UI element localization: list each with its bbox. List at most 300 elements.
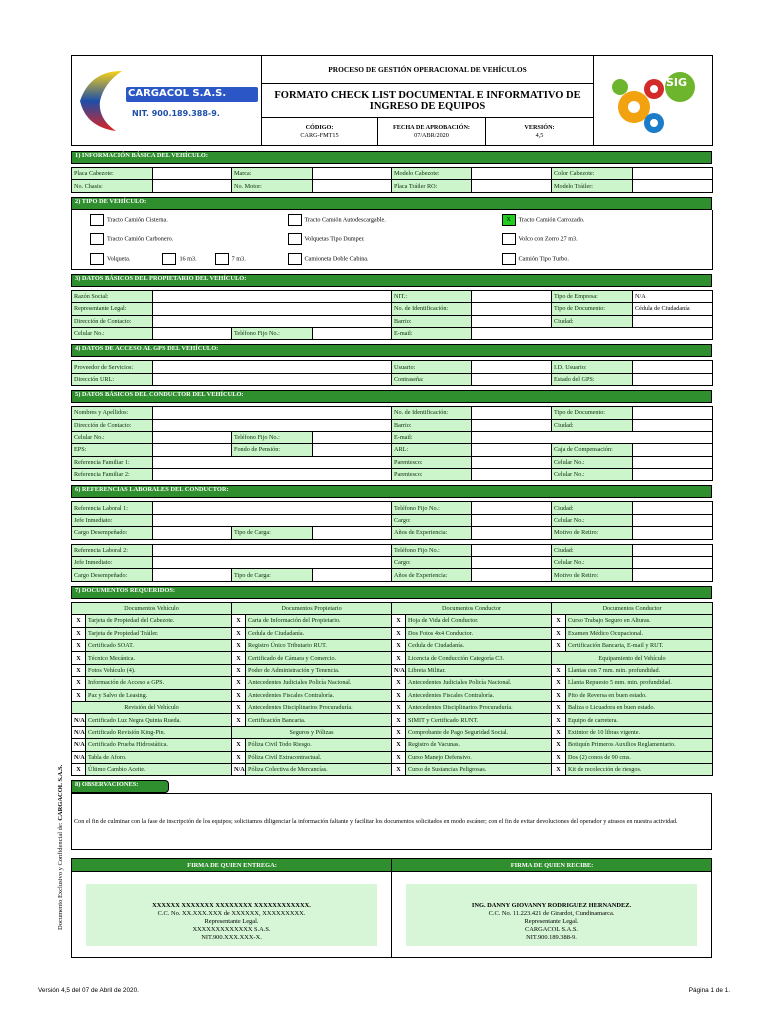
opt-label: Tracto Camión Carrozado.: [518, 216, 585, 224]
label-celular: Celular No.:: [552, 557, 633, 569]
doc-item-label: Antecedentes Judiciales Policía Nacional.: [406, 677, 552, 689]
input-cargo[interactable]: [472, 557, 552, 569]
opt-carbonero[interactable]: [72, 230, 286, 250]
label-usuario: Usuario:: [392, 361, 472, 373]
label-celular: Celular No.:: [552, 469, 633, 481]
doc-check-mark[interactable]: X: [552, 739, 566, 751]
checkbox[interactable]: [90, 233, 104, 245]
doc-item-label: Equipo de carretera.: [566, 714, 713, 726]
opt-dumper[interactable]: [286, 230, 500, 250]
label-direccion: Dirección de Contacto:: [72, 315, 153, 327]
input-caja[interactable]: [633, 444, 713, 456]
doc-subheader: Revisión del Vehículo: [72, 701, 232, 713]
label-razon-social: Razón Social:: [72, 290, 153, 302]
label-motor: No. Motor:: [232, 180, 313, 192]
doc-row: [72, 714, 713, 726]
input-celular[interactable]: [153, 431, 232, 443]
doc-check-mark[interactable]: X: [392, 677, 406, 689]
label-telefono: Teléfono Fijo No.:: [392, 502, 472, 514]
doc-item-label: Información de Acceso a GPS.: [86, 677, 232, 689]
input-placa-cabezote[interactable]: [153, 168, 232, 180]
doc-column-header: Documentos Conductor: [392, 602, 552, 614]
label-motivo-retiro: Motivo de Retiro:: [552, 569, 633, 581]
doc-check-mark[interactable]: X: [232, 664, 246, 676]
label-arl: ARL:: [392, 444, 472, 456]
input-ref-familiar-1[interactable]: [153, 456, 392, 468]
doc-item-label: Fotos Vehículo (4).: [86, 664, 232, 676]
label-ciudad: Ciudad:: [552, 315, 633, 327]
documents-table: [71, 602, 713, 776]
label-ciudad: Ciudad:: [552, 502, 633, 514]
doc-item-label: Llantas con 7 mm. min. profundidad.: [566, 664, 713, 676]
label-caja: Caja de Compensación:: [552, 444, 633, 456]
doc-check-mark[interactable]: X: [552, 763, 566, 775]
doc-check-mark[interactable]: X: [392, 652, 406, 664]
input-ciudad[interactable]: [633, 544, 713, 556]
owner-table: [71, 290, 713, 341]
doc-check-mark[interactable]: X: [232, 751, 246, 763]
firma-entrega-company: XXXXXXXXXXXXX S.A.S.: [192, 925, 271, 933]
firma-recibe-nit: NIT.900.189.388-9.: [526, 933, 577, 941]
input-motivo-retiro[interactable]: [633, 569, 713, 581]
doc-check-mark[interactable]: X: [552, 751, 566, 763]
label-ref-familiar-1: Referencia Familiar 1:: [72, 456, 153, 468]
opt-autodescargable[interactable]: [286, 210, 500, 230]
label-barrio: Barrio:: [392, 315, 472, 327]
doc-check-mark[interactable]: X: [232, 627, 246, 639]
label-motivo-retiro: Motivo de Retiro:: [552, 527, 633, 539]
label-parentesco: Parentesco:: [392, 469, 472, 481]
doc-item-label: Último Cambio Aceite.: [86, 763, 232, 775]
input-ref-familiar-2[interactable]: [153, 469, 392, 481]
doc-item-label: Libreta Militar.: [406, 664, 552, 676]
input-nit[interactable]: [472, 290, 552, 302]
doc-check-mark[interactable]: N/A: [72, 726, 86, 738]
input-usuario[interactable]: [472, 361, 552, 373]
firma-entrega-cc: C.C. No. XX.XXX.XXX de XXXXXX, XXXXXXXXX.: [157, 909, 306, 917]
label-cargo-desempenado: Cargo Desempeñado:: [72, 569, 153, 581]
doc-check-mark[interactable]: X: [552, 677, 566, 689]
input-tipo-empresa[interactable]: N/A: [633, 290, 713, 302]
doc-item-label: Registro de Vacunas.: [406, 739, 552, 751]
form-title: FORMATO CHECK LIST DOCUMENTAL E INFORMATIVO DE INGRESO DE EQUIPOS: [262, 84, 594, 118]
label-nit: NIT.:: [392, 290, 472, 302]
section-3-title: 3) DATOS BÁSICOS DEL PROPIETARIO DEL VEHÍCULO:: [71, 274, 712, 287]
doc-item-label: Curso Manejo Defensivo.: [406, 751, 552, 763]
label-url: Dirección URL:: [72, 373, 153, 385]
doc-check-mark[interactable]: X: [72, 763, 86, 775]
input-identificacion[interactable]: [472, 303, 552, 315]
doc-check-mark[interactable]: X: [392, 627, 406, 639]
opt-label: Camioneta Doble Cabina.: [304, 255, 369, 263]
input-url[interactable]: [153, 373, 392, 385]
firma-recibe-company: CARGACOL S.A.S.: [524, 925, 579, 933]
doc-item-label: Paz y Salvo de Leasing.: [86, 689, 232, 701]
doc-row: [72, 664, 713, 676]
input-barrio[interactable]: [472, 419, 552, 431]
firma-entrega-sign-area[interactable]: [86, 884, 377, 946]
label-cargo: Cargo:: [392, 514, 472, 526]
doc-subheader: Seguros y Pólizas: [232, 726, 392, 738]
label-id-usuario: I.D. Usuario:: [552, 361, 633, 373]
input-telefono[interactable]: [472, 544, 552, 556]
section-7-title: 7) DOCUMENTOS REQUERIDOS:: [71, 586, 712, 599]
sig-gears-icon: [596, 57, 708, 143]
label-anos-experiencia: Años de Experiencia:: [392, 569, 472, 581]
doc-item-label: Certificación Bancaria, E-mail y RUT.: [566, 639, 713, 651]
doc-check-mark[interactable]: X: [552, 714, 566, 726]
label-color-cabezote: Color Cabezote:: [552, 168, 633, 180]
label-proveedor: Proveedor de Servicios:: [72, 361, 153, 373]
checkbox[interactable]: [90, 253, 104, 265]
doc-check-mark[interactable]: X: [552, 689, 566, 701]
label-parentesco: Parentesco:: [392, 456, 472, 468]
label-cargo-desempenado: Cargo Desempeñado:: [72, 527, 153, 539]
doc-check-mark[interactable]: X: [72, 639, 86, 651]
doc-row: [72, 639, 713, 651]
doc-check-mark[interactable]: X: [232, 701, 246, 713]
firma-entrega-box[interactable]: [72, 872, 392, 958]
firma-recibe-name: ING. DANNY GIOVANNY RODRIGUEZ HERNANDEZ.: [471, 901, 632, 909]
codigo-value: CARG-FMT15: [300, 131, 339, 139]
doc-check-mark[interactable]: X: [72, 677, 86, 689]
doc-check-mark[interactable]: X: [232, 714, 246, 726]
label-direccion: Dirección de Contacto:: [72, 419, 153, 431]
doc-row: [72, 627, 713, 639]
input-cargo-desempenado[interactable]: [153, 527, 232, 539]
checkbox[interactable]: [288, 253, 302, 265]
logo-name: CARGACOL S.A.S.: [128, 88, 227, 99]
label-estado-gps: Estado del GPS:: [552, 373, 633, 385]
input-identificacion[interactable]: [472, 407, 552, 419]
doc-item-label: Pito de Reversa en buen estado.: [566, 689, 713, 701]
input-email[interactable]: [472, 431, 713, 443]
codigo-cell: [262, 118, 378, 146]
firma-recibe-title: FIRMA DE QUIEN RECIBE:: [392, 859, 712, 872]
input-anos-experiencia[interactable]: [472, 569, 552, 581]
input-color-cabezote[interactable]: [633, 168, 713, 180]
firma-entrega-name: XXXXXX XXXXXXX XXXXXXXX XXXXXXXXXXXX.: [152, 901, 311, 909]
input-barrio[interactable]: [472, 315, 552, 327]
doc-check-mark[interactable]: X: [72, 615, 86, 627]
confidential-side-text: [57, 730, 64, 930]
doc-subheader: Equipamiento del Vehículo: [552, 652, 713, 664]
vehicle-type-table: [71, 210, 713, 270]
doc-check-mark[interactable]: X: [552, 639, 566, 651]
doc-item-label: Curso de Sustancias Peligrosas.: [406, 763, 552, 775]
input-telefono[interactable]: [313, 327, 392, 339]
doc-column-header: Documentos Conductor: [552, 602, 713, 614]
form-page: [71, 55, 712, 958]
doc-check-mark[interactable]: X: [232, 652, 246, 664]
doc-row: [72, 726, 713, 738]
doc-check-mark[interactable]: X: [232, 689, 246, 701]
checkbox[interactable]: [502, 253, 516, 265]
input-email[interactable]: [472, 327, 713, 339]
sig-logo-cell: [594, 56, 713, 146]
checkbox-checked[interactable]: X: [502, 214, 516, 226]
input-arl[interactable]: [472, 444, 552, 456]
checkbox[interactable]: [502, 233, 516, 245]
checkbox[interactable]: [90, 214, 104, 226]
input-ref-laboral-2[interactable]: [153, 544, 392, 556]
input-telefono[interactable]: [313, 431, 392, 443]
firma-entrega-title: FIRMA DE QUIEN ENTREGA:: [72, 859, 392, 872]
label-cargo: Cargo:: [392, 557, 472, 569]
doc-item-label: Tarjeta de Propiedad del Cabezote.: [86, 615, 232, 627]
label-tipo-documento: Tipo de Documento:: [552, 407, 633, 419]
doc-check-mark[interactable]: X: [552, 726, 566, 738]
input-telefono[interactable]: [472, 502, 552, 514]
label-email: E-mail:: [392, 431, 472, 443]
section-4-title: 4) DATOS DE ACCESO AL GPS DEL VEHÍCULO:: [71, 344, 712, 357]
label-placa-cabezote: Placa Cabezote:: [72, 168, 153, 180]
input-razon-social[interactable]: [153, 290, 392, 302]
opt-carrozado[interactable]: [500, 210, 713, 230]
label-identificacion: No. de Identificación:: [392, 303, 472, 315]
doc-check-mark[interactable]: X: [72, 689, 86, 701]
label-jefe: Jefe Inmediato:: [72, 514, 153, 526]
firma-recibe-cc: C.C. No. 11.223.421 de Girardot, Cundinamarca.: [488, 909, 615, 917]
firma-recibe-role: Representante Legal.: [524, 917, 579, 925]
opt-cisterna[interactable]: [72, 210, 286, 230]
input-parentesco[interactable]: [472, 469, 552, 481]
doc-check-mark[interactable]: X: [232, 739, 246, 751]
doc-check-mark[interactable]: X: [232, 677, 246, 689]
footer-page: Página 1 de 1.: [688, 987, 730, 994]
section-2-title: 2) TIPO DE VEHÍCULO:: [71, 197, 712, 210]
input-tipo-carga[interactable]: [313, 527, 392, 539]
doc-row: [72, 677, 713, 689]
doc-item-label: Antecedentes Disciplinarios Procuraduría.: [246, 701, 392, 713]
opt-label: Volquetas Tipo Dumper.: [304, 235, 365, 243]
input-ciudad[interactable]: [633, 502, 713, 514]
doc-item-label: Tarjeta de Propiedad Tráiler.: [86, 627, 232, 639]
doc-check-mark[interactable]: X: [392, 726, 406, 738]
doc-item-label: Baliza o Licuadora en buen estado.: [566, 701, 713, 713]
label-eps: EPS:: [72, 444, 153, 456]
doc-check-mark[interactable]: X: [552, 627, 566, 639]
checkbox[interactable]: [162, 253, 176, 265]
observations-table: [71, 793, 712, 850]
doc-item-label: Técnico Mecánica.: [86, 652, 232, 664]
label-contrasena: Contraseña:: [392, 373, 472, 385]
label-rep-legal: Representante Legal:: [72, 303, 153, 315]
label-placa-trailer: Placa Tráiler RO:: [392, 180, 472, 192]
input-ciudad[interactable]: [633, 419, 713, 431]
codigo-label: CÓDIGO:: [305, 123, 334, 131]
doc-item-label: SIMIT y Certificado RUNT.: [406, 714, 552, 726]
label-tipo-empresa: Tipo de Empresa:: [552, 290, 633, 302]
doc-item-label: Hoja de Vida del Conductor.: [406, 615, 552, 627]
doc-item-label: Licencia de Conducción Categoría C3.: [406, 652, 552, 664]
input-jefe[interactable]: [153, 514, 392, 526]
input-tipo-carga[interactable]: [313, 569, 392, 581]
input-tipo-documento[interactable]: Cédula de Ciudadanía: [633, 303, 713, 315]
doc-item-label: Póliza Civil Extracontractual.: [246, 751, 392, 763]
input-estado-gps[interactable]: [633, 373, 713, 385]
header-table: [71, 55, 713, 146]
doc-check-mark[interactable]: X: [392, 714, 406, 726]
label-marca: Marca:: [232, 168, 313, 180]
label-modelo-cabezote: Modelo Cabezote:: [392, 168, 472, 180]
doc-check-mark[interactable]: X: [232, 615, 246, 627]
opt-label: Volco con Zorro 27 m3.: [518, 235, 578, 243]
input-proveedor[interactable]: [153, 361, 392, 373]
label-modelo-trailer: Modelo Tráiler:: [552, 180, 633, 192]
input-modelo-cabezote[interactable]: [472, 168, 552, 180]
input-modelo-trailer[interactable]: [633, 180, 713, 192]
doc-row: [72, 652, 713, 664]
doc-row: [72, 763, 713, 775]
doc-check-mark[interactable]: X: [552, 701, 566, 713]
doc-check-mark[interactable]: N/A: [72, 739, 86, 751]
input-marca[interactable]: [313, 168, 392, 180]
work-ref-2-table: [71, 544, 713, 582]
label-tipo-carga: Tipo de Carga:: [232, 527, 313, 539]
opt-label: Tracto Camión Carbonero.: [107, 235, 174, 243]
doc-check-mark[interactable]: X: [392, 701, 406, 713]
doc-item-label: Llanta Repuesto 5 mm. min. profundidad.: [566, 677, 713, 689]
input-ref-laboral-1[interactable]: [153, 502, 392, 514]
section-8-title: 8) OBSERVACIONES:: [71, 780, 169, 793]
input-contrasena[interactable]: [472, 373, 552, 385]
version-cell: [486, 118, 594, 146]
input-celular[interactable]: [633, 514, 713, 526]
input-ciudad[interactable]: [633, 315, 713, 327]
input-celular[interactable]: [633, 456, 713, 468]
input-pension[interactable]: [313, 444, 392, 456]
doc-item-label: Kit de recolección de riesgos.: [566, 763, 713, 775]
input-direccion[interactable]: [153, 315, 392, 327]
label-identificacion: No. de Identificación:: [392, 407, 472, 419]
doc-row: [72, 739, 713, 751]
process-title: PROCESO DE GESTIÓN OPERACIONAL DE VEHÍCULOS: [262, 56, 594, 84]
firma-recibe-box[interactable]: [392, 872, 712, 958]
doc-check-mark[interactable]: X: [552, 615, 566, 627]
version-label: VERSIÓN:: [524, 123, 555, 131]
opt-label: Tracto Camión Cisterna.: [107, 216, 168, 224]
doc-row: [72, 701, 713, 713]
doc-check-mark[interactable]: N/A: [232, 763, 246, 775]
doc-check-mark[interactable]: X: [392, 739, 406, 751]
version-value: 4,5: [535, 131, 544, 139]
label-pension: Fondo de Pensión:: [232, 444, 313, 456]
input-anos-experiencia[interactable]: [472, 527, 552, 539]
doc-check-mark[interactable]: X: [392, 639, 406, 651]
doc-item-label: Póliza Civil Todo Riesgo.: [246, 739, 392, 751]
doc-row: [72, 689, 713, 701]
input-celular[interactable]: [153, 327, 232, 339]
input-placa-trailer[interactable]: [472, 180, 552, 192]
doc-check-mark[interactable]: X: [72, 664, 86, 676]
fecha-cell: [378, 118, 486, 146]
vehicle-info-table: [71, 167, 713, 193]
doc-check-mark[interactable]: X: [392, 763, 406, 775]
doc-item-label: Dos (2) conos de 90 cms.: [566, 751, 713, 763]
label-ciudad: Ciudad:: [552, 544, 633, 556]
doc-check-mark[interactable]: X: [72, 627, 86, 639]
input-motor[interactable]: [313, 180, 392, 192]
checkbox[interactable]: [288, 233, 302, 245]
doc-check-mark[interactable]: X: [232, 639, 246, 651]
label-celular: Celular No.:: [72, 327, 153, 339]
doc-check-mark[interactable]: X: [392, 689, 406, 701]
label-telefono: Teléfono Fijo No.:: [392, 544, 472, 556]
input-celular[interactable]: [633, 557, 713, 569]
doc-check-mark[interactable]: X: [72, 652, 86, 664]
fecha-value: 07/ABR/2020: [414, 131, 449, 139]
doc-item-label: Cedula de Ciudadanía.: [406, 639, 552, 651]
label-jefe: Jefe Inmediato:: [72, 557, 153, 569]
label-chasis: No. Chasis:: [72, 180, 153, 192]
input-id-usuario[interactable]: [633, 361, 713, 373]
input-tipo-documento[interactable]: [633, 407, 713, 419]
doc-row: [72, 615, 713, 627]
doc-check-mark[interactable]: N/A: [72, 751, 86, 763]
firma-entrega-nit: NIT.900.XXX.XXX-X.: [201, 933, 262, 941]
label-ciudad: Ciudad:: [552, 419, 633, 431]
driver-table: [71, 406, 713, 481]
doc-item-label: Póliza Colectiva de Mercancías.: [246, 763, 392, 775]
input-celular[interactable]: [633, 469, 713, 481]
checkbox[interactable]: [288, 214, 302, 226]
doc-check-mark[interactable]: X: [392, 615, 406, 627]
firma-recibe-sign-area[interactable]: [406, 884, 697, 946]
input-chasis[interactable]: [153, 180, 232, 192]
opt-volqueta[interactable]: [72, 249, 286, 269]
input-eps[interactable]: [153, 444, 232, 456]
doc-column-header: Documentos Vehículo: [72, 602, 232, 614]
logo-nit: NIT. 900.189.388-9.: [132, 109, 220, 118]
doc-item-label: Comprobante de Pago Seguridad Social.: [406, 726, 552, 738]
doc-item-label: Extintor de 10 libras vigente.: [566, 726, 713, 738]
opt-turbo[interactable]: [500, 249, 713, 269]
label-ref-familiar-2: Referencia Familiar 2:: [72, 469, 153, 481]
doc-item-label: Poder de Administración y Tenencia.: [246, 664, 392, 676]
input-parentesco[interactable]: [472, 456, 552, 468]
input-cargo-desempenado[interactable]: [153, 569, 232, 581]
doc-item-label: Examen Médico Ocupacional.: [566, 627, 713, 639]
input-direccion[interactable]: [153, 419, 392, 431]
input-cargo[interactable]: [472, 514, 552, 526]
checkbox[interactable]: [215, 253, 229, 265]
signatures-table: [71, 858, 712, 958]
label-barrio: Barrio:: [392, 419, 472, 431]
cargacol-logo-icon: [74, 57, 260, 143]
label-celular: Celular No.:: [552, 514, 633, 526]
section-5-title: 5) DATOS BÁSICOS DEL CONDUCTOR DEL VEHÍCULO:: [71, 390, 712, 403]
doc-column-header: Documentos Propietario: [232, 602, 392, 614]
label-celular: Celular No.:: [552, 456, 633, 468]
fecha-label: FECHA DE APROBACIÓN:: [392, 123, 470, 131]
opt-label: Tracto Camión Autodescargable.: [304, 216, 386, 224]
input-motivo-retiro[interactable]: [633, 527, 713, 539]
opt-volco-zorro[interactable]: [500, 230, 713, 250]
doc-check-mark[interactable]: N/A: [392, 664, 406, 676]
doc-check-mark[interactable]: N/A: [72, 714, 86, 726]
doc-check-mark[interactable]: X: [392, 751, 406, 763]
doc-item-label: Antecedentes Fiscales Contraloría.: [246, 689, 392, 701]
input-nombres[interactable]: [153, 407, 392, 419]
doc-check-mark[interactable]: X: [552, 664, 566, 676]
input-jefe[interactable]: [153, 557, 392, 569]
opt-doble-cabina[interactable]: [286, 249, 500, 269]
input-rep-legal[interactable]: [153, 303, 392, 315]
firma-entrega-role: Representante Legal.: [204, 917, 259, 925]
observations-text[interactable]: Con el fin de culminar con la fase de inscripción de los equipos; solicitamos diligenciar la información faltante y facilitar los documentos solicitados en modo escáner; con el fin de evitar devoluciones del operador y atrasos en nuestra actividad.: [72, 794, 712, 850]
opt-label: Camión Tipo Turbo.: [518, 255, 569, 263]
